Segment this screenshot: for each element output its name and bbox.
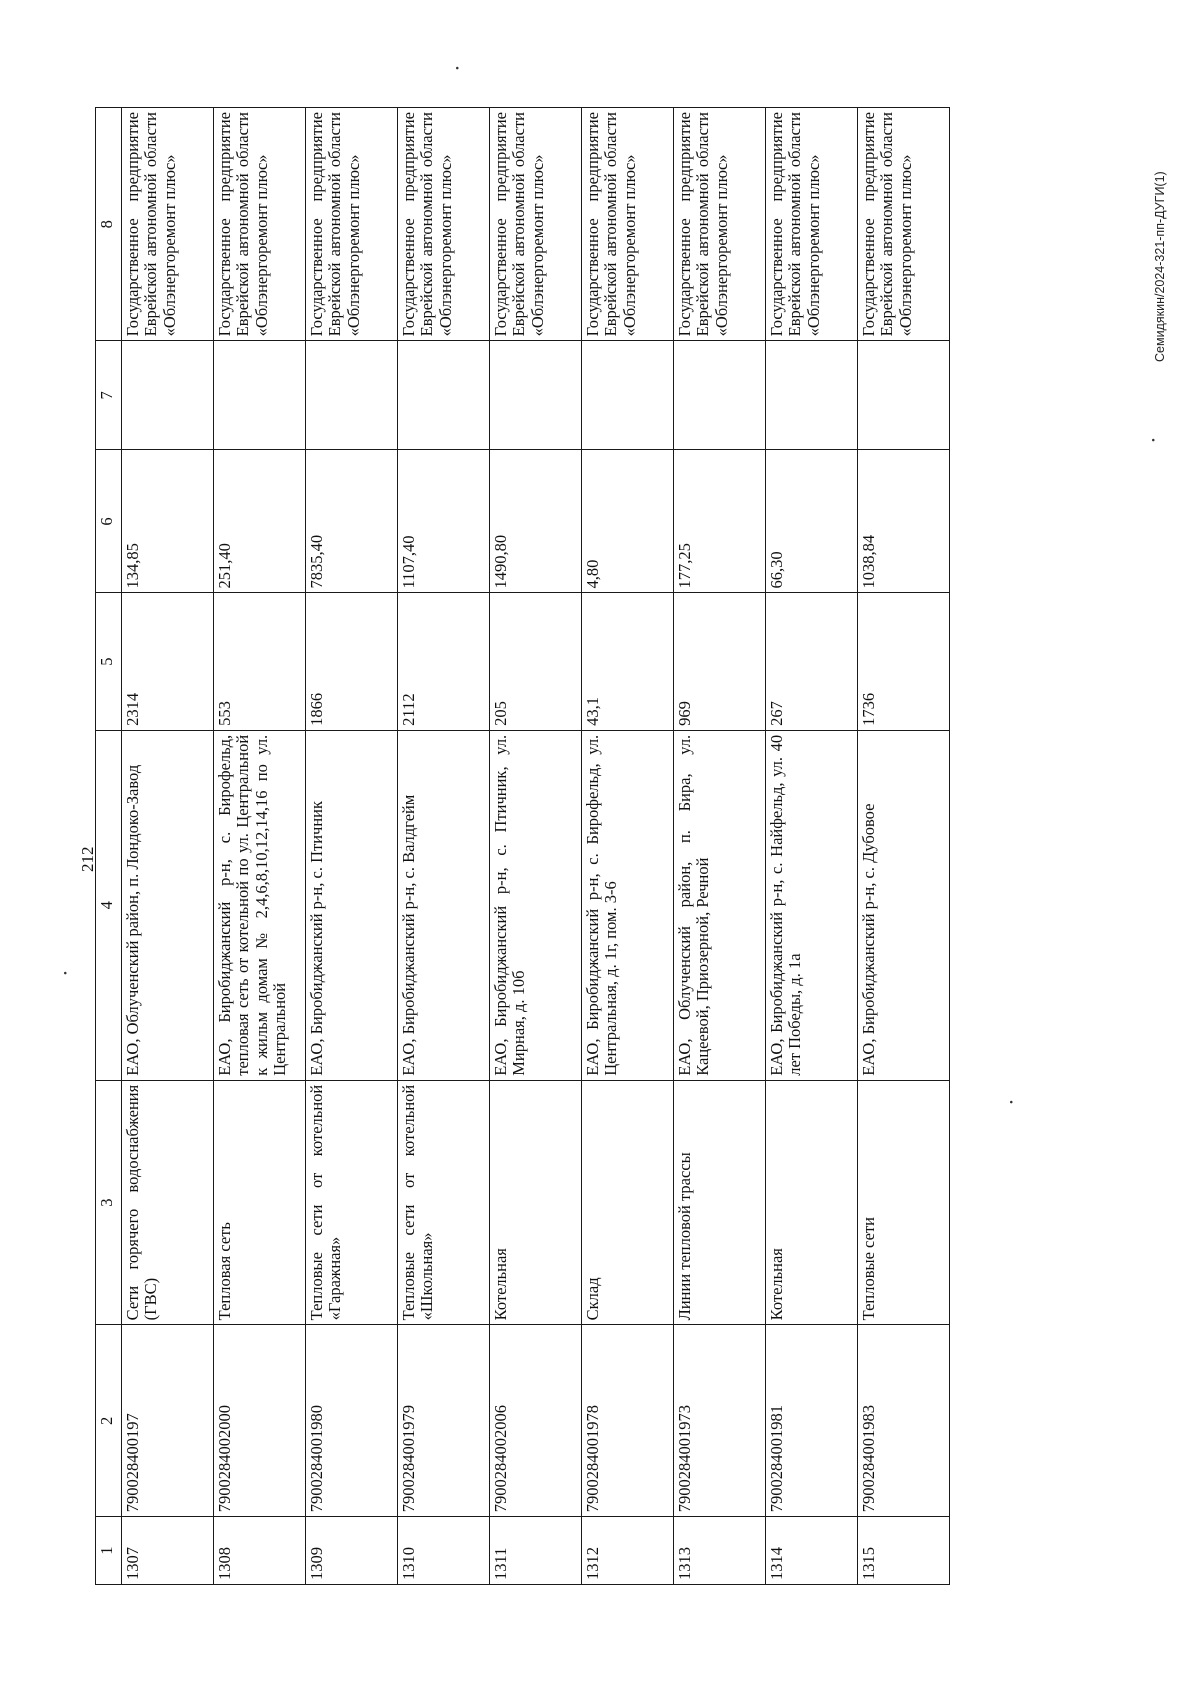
object-address: ЕАО, Биробиджанский р-н, с. Бирофельд, тепловая сеть от котельной по ул. Центральной к жильм домам № 2,4,6,8,10,12,14,16 по ул. Центральной (214, 730, 306, 1080)
registry-code: 7900284002000 (214, 1325, 306, 1517)
object-value: 66,30 (766, 450, 858, 593)
col-header: 2 (96, 1325, 122, 1517)
object-owner: Государственное предприятие Еврейской автономной области «Облэнергоремонт плюс» (398, 108, 490, 341)
object-name: Склад (582, 1080, 674, 1325)
registry-code: 7900284001981 (766, 1325, 858, 1517)
object-value: 4,80 (582, 450, 674, 593)
object-name: Линии тепловой трассы (674, 1080, 766, 1325)
scan-speck: • (452, 66, 464, 70)
page-number: 212 (78, 846, 97, 872)
column-7-cell (766, 341, 858, 450)
object-address: ЕАО, Биробиджанский р-н, с. Валдгейм (398, 730, 490, 1080)
row-number: 1308 (214, 1517, 306, 1585)
object-area: 553 (214, 593, 306, 730)
table-row (490, 108, 582, 1585)
table-row (858, 108, 950, 1585)
object-value: 1038,84 (858, 450, 950, 593)
object-name: Тепловая сеть (214, 1080, 306, 1325)
row-number: 1311 (490, 1517, 582, 1585)
object-owner: Государственное предприятие Еврейской автономной области «Облэнергоремонт плюс» (214, 108, 306, 341)
object-value: 7835,40 (306, 450, 398, 593)
object-owner: Государственное предприятие Еврейской автономной области «Облэнергоремонт плюс» (858, 108, 950, 341)
object-area: 1736 (858, 593, 950, 730)
document-footer: Семидякин/2024-321-пп-ДУГИ(1) (1153, 171, 1167, 362)
registry-code: 7900284001980 (306, 1325, 398, 1517)
object-owner: Государственное предприятие Еврейской автономной области «Облэнергоремонт плюс» (582, 108, 674, 341)
scan-speck: • (60, 971, 72, 975)
property-register-table (95, 107, 950, 1585)
object-owner: Государственное предприятие Еврейской автономной области «Облэнергоремонт плюс» (674, 108, 766, 341)
table-row (766, 108, 858, 1585)
object-owner: Государственное предприятие Еврейской автономной области «Облэнергоремонт плюс» (306, 108, 398, 341)
object-name: Тепловые сети от котельной «Гаражная» (306, 1080, 398, 1325)
table-row (306, 108, 398, 1585)
row-number: 1312 (582, 1517, 674, 1585)
scan-speck: • (1148, 438, 1160, 442)
table-row (582, 108, 674, 1585)
object-address: ЕАО, Биробиджанский р-н, с. Птичник (306, 730, 398, 1080)
row-number: 1307 (122, 1517, 214, 1585)
registry-code: 7900284001978 (582, 1325, 674, 1517)
header-row (96, 108, 122, 1585)
table-row (214, 108, 306, 1585)
object-area: 1866 (306, 593, 398, 730)
column-7-cell (122, 341, 214, 450)
row-number: 1314 (766, 1517, 858, 1585)
registry-code: 7900284001973 (674, 1325, 766, 1517)
object-name: Котельная (490, 1080, 582, 1325)
object-area: 969 (674, 593, 766, 730)
object-address: ЕАО, Биробиджанский р-н, с. Бирофельд, ул. Центральная, д. 1г, пом. 3-6 (582, 730, 674, 1080)
object-address: ЕАО, Биробиджанский р-н, с. Птичник, ул. Мирная, д. 10б (490, 730, 582, 1080)
column-7-cell (582, 341, 674, 450)
object-address: ЕАО, Облученский район, п. Бира, ул. Кацеевой, Приозерной, Речной (674, 730, 766, 1080)
row-number: 1309 (306, 1517, 398, 1585)
col-header: 1 (96, 1517, 122, 1585)
registry-code: 790028400197 (122, 1325, 214, 1517)
object-name: Котельная (766, 1080, 858, 1325)
registry-code: 7900284002006 (490, 1325, 582, 1517)
column-7-cell (306, 341, 398, 450)
object-name: Сети горячего водоснабжения (ГВС) (122, 1080, 214, 1325)
object-area: 43,1 (582, 593, 674, 730)
object-address: ЕАО, Биробиджанский р-н, с. Дубовое (858, 730, 950, 1080)
column-7-cell (214, 341, 306, 450)
table-row (398, 108, 490, 1585)
object-owner: Государственное предприятие Еврейской автономной области «Облэнергоремонт плюс» (122, 108, 214, 341)
object-area: 205 (490, 593, 582, 730)
object-owner: Государственное предприятие Еврейской автономной области «Облэнергоремонт плюс» (490, 108, 582, 341)
object-area: 2314 (122, 593, 214, 730)
row-number: 1313 (674, 1517, 766, 1585)
registry-code: 7900284001979 (398, 1325, 490, 1517)
object-value: 251,40 (214, 450, 306, 593)
registry-code: 7900284001983 (858, 1325, 950, 1517)
row-number: 1310 (398, 1517, 490, 1585)
object-value: 177,25 (674, 450, 766, 593)
object-address: ЕАО, Облученский район, п. Лондоко-Завод (122, 730, 214, 1080)
column-7-cell (858, 341, 950, 450)
object-address: ЕАО, Биробиджанский р-н, с. Найфельд, ул. 40 лет Победы, д. 1а (766, 730, 858, 1080)
object-area: 2112 (398, 593, 490, 730)
object-value: 1107,40 (398, 450, 490, 593)
column-7-cell (490, 341, 582, 450)
col-header: 5 (96, 593, 122, 730)
col-header: 4 (96, 730, 122, 1080)
object-value: 134,85 (122, 450, 214, 593)
object-name: Тепловые сети (858, 1080, 950, 1325)
table-row (674, 108, 766, 1585)
col-header: 6 (96, 450, 122, 593)
col-header: 8 (96, 108, 122, 341)
column-7-cell (398, 341, 490, 450)
object-owner: Государственное предприятие Еврейской автономной области «Облэнергоремонт плюс» (766, 108, 858, 341)
column-7-cell (674, 341, 766, 450)
col-header: 7 (96, 341, 122, 450)
table-row (122, 108, 214, 1585)
object-name: Тепловые сети от котельной «Школьная» (398, 1080, 490, 1325)
object-value: 1490,80 (490, 450, 582, 593)
row-number: 1315 (858, 1517, 950, 1585)
scan-speck: • (1006, 1100, 1018, 1104)
col-header: 3 (96, 1080, 122, 1325)
object-area: 267 (766, 593, 858, 730)
